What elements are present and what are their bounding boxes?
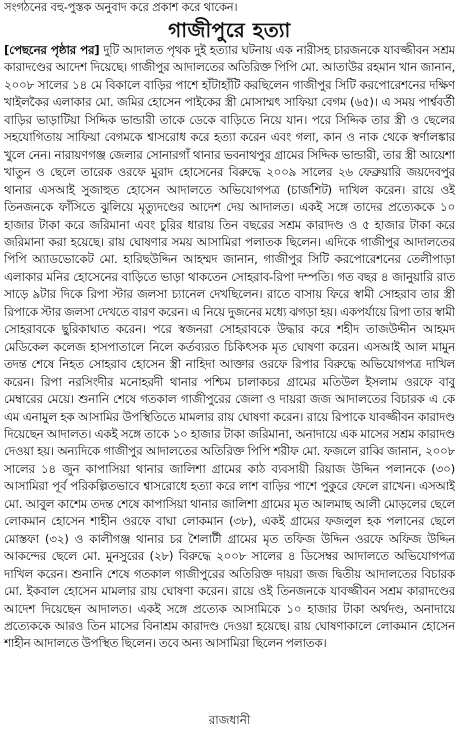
next-article-heading-fragment: রাজধানী [208, 713, 251, 727]
previous-article-tail: সংগঠনের বহু-পুস্তক অনুবাদ করে প্রকাশ করে থাকেন। [4, 0, 238, 14]
continued-from-marker: [পেছনের পৃষ্ঠার পর] [4, 43, 100, 57]
article-text: দুটি আদালত পৃথক দুই হত্যার ঘটনায় এক নারীসহ চারজনকে যাবজ্জীবন সশ্রম কারাদণ্ডের আদেশ দিয়েছে। গাজীপুর আদালতের অতিরিক্ত পিপি মো. আতাউর রহমান খান জানান, ২০০৮ সালের ১৪ মে বিকালে বাড়ির পাশে হাঁটাহাঁটি করছিলেন গাজীপুর সিটি করপোরেশনের দক্ষিণ খাইলকৈর এলাকার মো. জমির হোসেন পাইকের স্ত্রী মোসাম্মৎ সাফিয়া বেগম (৬৫)। এ সময় পার্শ্ববর্তী বাড়ির ভাড়াটিয়া সিদ্দিক ভান্ডারী তাকে ডেকে বাড়িতে নিয়ে যান। পরে সিদ্দিক তার স্ত্রী ও ছেলের সহযোগিতায় সাফিয়া বেগমকে শ্বাসরোধ করে হত্যা করেন এবং গলা, কান ও নাক থেকে স্বর্ণালঙ্কার খুলে নেন। নারায়ণগঞ্জ জেলার সোনারগাঁ থানার ভবনাথপুর গ্রামের সিদ্দিক ভান্ডারী, তার স্ত্রী আয়েশা খাতুন ও ছেলে তারেক ওরফে মুরাদ হোসেনের বিরুদ্ধে ২০০৯ সালের ২৬ ফেব্রুয়ারি জয়দেবপুর থানার এসআই সুজাহুত হোসেন আদালতে অভিযোগপত্র (চার্জশিট) দাখিল করেন। রায়ে ওই তিনজনকে ফাঁসিতে ঝুলিয়ে মৃত্যুদণ্ডের আদেশ দেয় আদালত। একই সঙ্গে তাদের প্রত্যেককে ১০ হাজার টাকা করে জরিমানা এবং চুরির ধারায় তিন বছরের সশ্রম কারাদণ্ড ও ৫ হাজার টাকা করে জরিমানা করা হয়েছে। রায় ঘোষণার সময় আসামিরা পলাতক ছিলেন। এদিকে গাজীপুর আদালতের পিপি অ্যাডভোকেট মো. হারিছউদ্দিন আহম্মদ জানান, গাজীপুর সিটি করপোরেশনের তেলীপাড়া এলাকার মনির হোসেনের বাড়িতে ভাড়া থাকতেন সোহরাব-রিপা দম্পতি। গত বছর ৪ জানুয়ারি রাত সাড়ে ৯টার দিকে রিপা স্টার জলসা চ্যানেল দেখছিলেন। রাতে বাসায় ফিরে স্বামী সোহরাব তার স্ত্রী রিপাকে স্টার জলসা দেখতে বারণ করেন। এ নিয়ে দুজনের মধ্যে ঝগড়া হয়। একপর্যায়ে রিপা তার স্বামী সোহরাবকে ছুরিকাঘাত করেন। পরে স্বজনরা সোহরাবকে উদ্ধার করে শহীদ তাজউদ্দীন আহমদ মেডিকেল কলেজ হাসপাতালে নিলে কর্তব্যরত চিকিৎসক মৃত ঘোষণা করেন। এসআই আল মামুন তদন্ত শেষে নিহত সোহরাব হোসেন স্ত্রী নাহিদা আক্তার ওরফে রিপার বিরুদ্ধে অভিযোগপত্র দাখিল করেন। রিপা নরসিংদীর মনোহরদী থানার পশ্চিম চালাকচর গ্রামের মতিউল ইসলাম ওরফে বাবু মেম্বারের মেয়ে। শুনানি শেষে গতকাল গাজীপুরের জেলা ও দায়রা জজ আদালতের বিচারক এ কে এম এনামুল হক আসামির উপস্থিতিতে মামলার রায় ঘোষণা করেন। রায়ে রিপাকে যাবজ্জীবন কারাদণ্ড দিয়েছেন আদালত। একই সঙ্গে তাকে ১০ হাজার টাকা জরিমানা, অনাদায়ে এক মাসের সশ্রম কারাদণ্ড দেওয়া হয়। অন্যদিকে গাজীপুর আদালতের অতিরিক্ত পিপি শরীফ মো. ফজলে রাব্বি জানান, ২০০৮ সালের ১৪ জুন কাপাসিয়া থানার জালিশা গ্রামের কাঠ ব্যবসায়ী রিয়াজ উদ্দিন পলানকে (৩০) আসামিরা পূর্ব পরিকল্পিতভাবে শ্বাসরোধে হত্যা করে লাশ বাড়ির পাশে পুকুরে ফেলে রাখেন। এসআই মো. আবুল কাশেম তদন্ত শেষে কাপাসিয়া থানার জালিশা গ্রামের মৃত আলমাছ আলী মোড়লের ছেলে লোকমান হোসেন শাহীন ওরফে বাঘা লোকমান (৩৮), একই গ্রামের ফজলুল হক পলানের ছেলে মোস্তফা (৩২) ও কালীগঞ্জ থানার চর শৈলাটী গ্রামের মৃত তফিজ উদ্দিন ওরফে অফিজ উদ্দিন আকন্দের ছেলে মো. মুনসুরের (২৮) বিরুদ্ধে ২০০৮ সালের ৪ ডিসেম্বর আদালতে অভিযোগপত্র দাখিল করেন। শুনানি শেষে গতকাল গাজীপুরের অতিরিক্ত দায়রা জজ দ্বিতীয় আদালতের বিচারক মো. ইকবাল হোসেন মামলার রায় ঘোষণা করেন। রায়ে ওই তিনজনকে যাবজ্জীবন সশ্রম কারাদণ্ডের আদেশ দিয়েছেন আদালত। একই সঙ্গে প্রত্যেক আসামিকে ১০ হাজার টাকা অর্থদণ্ড, অনাদায়ে প্রত্যেককে আরও তিন মাসের বিনাশ্রম কারাদণ্ড দেওয়া হয়েছে। রায় ঘোষণাকালে লোকমান হোসেন শাহীন আদালতে উপস্থিত ছিলেন। তবে অন্য আসামিরা ছিলেন পলাতক। [4, 43, 455, 651]
article-body [4, 42, 455, 710]
article-headline: গাজীপুরে হত্যা [168, 18, 291, 42]
